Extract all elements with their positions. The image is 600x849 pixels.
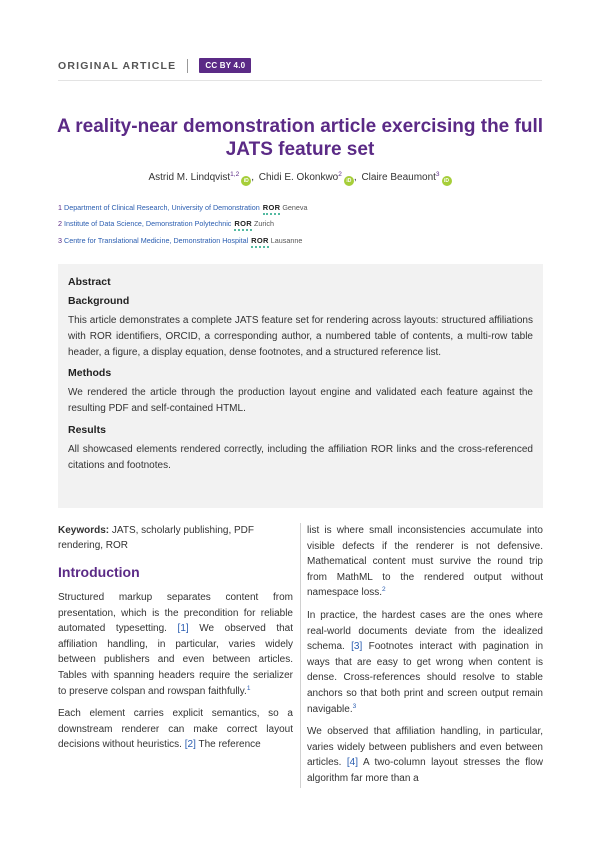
author-affil-sup[interactable]: 1,2: [230, 171, 240, 178]
affiliation-link[interactable]: Department of Clinical Research, University of Demonstration: [64, 202, 260, 212]
keywords-text: JATS, scholarly publishing, PDF rendering, ROR: [58, 525, 254, 551]
article-type-label: ORIGINAL ARTICLE: [58, 59, 177, 72]
ror-icon[interactable]: ROR: [262, 202, 281, 212]
background-text: This article demonstrates a complete JATS feature set for rendering across layouts: structured affiliations with ROR identifiers, ORCID, a corresponding author, a numbered table of contents, a multi-row table header, a figure, a display equation, dense footnotes, and a structured reference list.: [68, 315, 533, 358]
affiliation-item: [58, 199, 308, 216]
ror-icon[interactable]: ROR: [251, 235, 269, 245]
citation-link[interactable]: [1]: [177, 623, 189, 635]
author-beaumont: [361, 171, 451, 186]
affiliation-list: [58, 199, 308, 249]
introduction-heading: Introduction: [58, 564, 140, 580]
license-badge[interactable]: CC BY 4.0: [199, 58, 251, 73]
background-heading: Background: [68, 295, 130, 307]
intro-paragraph: [307, 523, 543, 601]
right-column: [307, 523, 543, 794]
footnote-link[interactable]: 1: [246, 684, 251, 692]
abstract-box: [58, 264, 543, 508]
citation-link[interactable]: [4]: [346, 757, 359, 769]
article-header: [58, 58, 251, 73]
author-affil-sup[interactable]: 3: [435, 171, 440, 178]
intro-paragraph: [58, 706, 293, 753]
header-rule: [58, 80, 542, 81]
affiliation-item: [58, 216, 308, 233]
ror-icon[interactable]: ROR: [234, 219, 252, 229]
affiliation-item: [58, 232, 308, 249]
affiliation-number: 1: [58, 202, 62, 212]
author-lindqvist: Astrid M. Lindqvist$^{1,2}$iD ,: [148, 171, 254, 184]
author-name[interactable]: Astrid M. Lindqvist: [148, 172, 231, 183]
author-name[interactable]: Claire Beaumont: [361, 172, 436, 183]
keywords: [58, 523, 293, 553]
affiliation-city: Zurich: [253, 219, 274, 229]
results-text: All showcased elements rendered correctly, including the affiliation ROR links and the cross-referenced citations and footnotes.: [68, 443, 533, 471]
intro-paragraph: [307, 608, 543, 717]
abstract-heading: Abstract: [68, 276, 111, 288]
citation-link[interactable]: [2]: [184, 739, 196, 751]
paragraph-text: We observed that affiliation handling, in particular, varies widely between publishers and even between articles.: [307, 726, 543, 769]
author-list: [0, 171, 600, 186]
affiliation-link[interactable]: Centre for Translational Medicine, Demonstration Hospital: [64, 235, 249, 245]
intro-paragraph: [307, 724, 543, 786]
paragraph-text: The reference: [198, 739, 261, 751]
paragraph-text: list is where small inconsistencies accumulate into visible defects if the renderer is not defensive. Mathematical content must survive the round trip from MathML to the rendered output without namespace loss.: [307, 525, 543, 599]
footnote-link[interactable]: 2: [382, 586, 386, 594]
orcid-icon[interactable]: iD: [344, 176, 354, 186]
left-column: [58, 523, 293, 760]
affiliation-link[interactable]: Institute of Data Science, Demonstration Polytechnic: [64, 219, 232, 229]
citation-link[interactable]: [3]: [351, 641, 363, 653]
article-title: A reality-near demonstration article exercising the full JATS feature set: [56, 116, 544, 160]
author-name[interactable]: Chidi E. Okonkwo: [258, 172, 339, 183]
author-affil-sup[interactable]: 2: [338, 171, 342, 178]
footnote-link[interactable]: 3: [352, 702, 357, 710]
paragraph-text: Structured markup separates content from presentation, which is the precondition for reliable automated typesetting.: [58, 592, 293, 635]
orcid-icon[interactable]: iD: [241, 176, 251, 186]
keywords-label: Keywords:: [58, 525, 110, 536]
intro-paragraph: [58, 590, 293, 699]
affiliation-city: Lausanne: [270, 235, 303, 245]
orcid-icon[interactable]: iD: [442, 176, 452, 186]
paragraph-text: In practice, the hardest cases are the ones where real-world documents deviate from the idealized schema.: [307, 609, 543, 653]
affiliation-number: 3: [58, 235, 62, 245]
paragraph-text: A two-column layout stresses the flow algorithm far more than a: [307, 757, 544, 784]
paragraph-text: Each element carries explicit semantics, so a downstream renderer can make correct layout decisions without heuristics.: [58, 708, 293, 751]
paragraph-text: Footnotes interact with pagination in ways that are easy to get wrong when content is dense. Cross-references should resolve to stable anchors so that both print and screen output remain navigable.: [307, 641, 544, 715]
results-heading: Results: [68, 423, 106, 436]
header-separator: [187, 59, 188, 73]
methods-text: We rendered the article through the production layout engine and validated each feature against the resulting PDF and self-contained HTML.: [68, 387, 533, 415]
methods-heading: Methods: [68, 367, 112, 380]
paragraph-text: We observed that affiliation handling, in particular, varies widely between publishers and even between articles. Tables with spanning headers require the serializer to preserve colspan and rowspan faithfully.: [58, 623, 294, 697]
affiliation-number: 2: [58, 219, 62, 229]
affiliation-city: Geneva: [282, 202, 308, 212]
author-okonkwo: Chidi E. Okonkwo$^2$iD ,: [258, 171, 357, 184]
column-divider: [300, 523, 301, 788]
